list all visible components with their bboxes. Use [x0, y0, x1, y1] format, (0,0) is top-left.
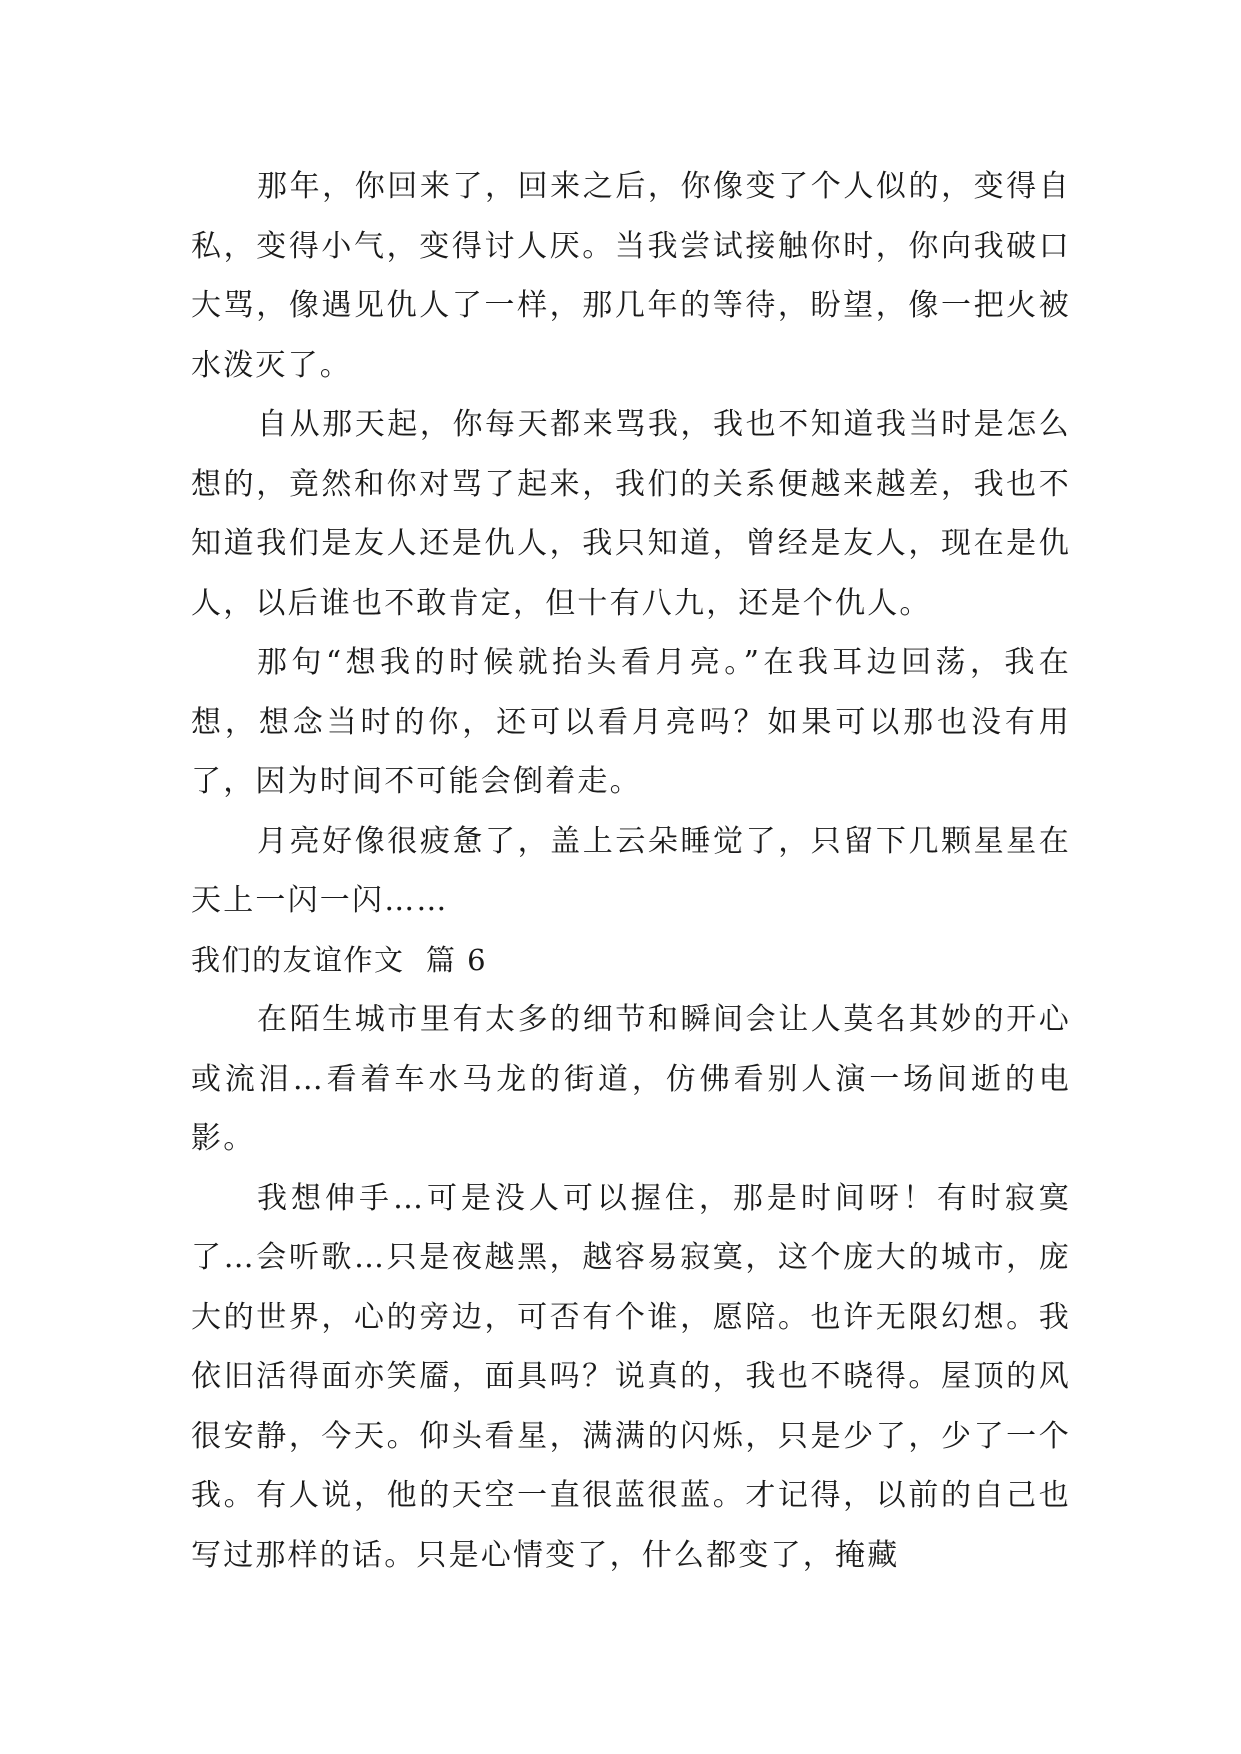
paragraph: 在陌生城市里有太多的细节和瞬间会让人莫名其妙的开心或流泪…看着车水马龙的街道，仿佛看别人演一场间逝的电影。 [191, 1002, 1071, 1156]
paragraph: 我想伸手…可是没人可以握住，那是时间呀！有时寂寞了…会听歌…只是夜越黑，越容易寂寞，这个庞大的城市，庞大的世界，心的旁边，可否有个谁，愿陪。也许无限幻想。我依旧活得面亦笑靥，面具吗？说真的，我也不晓得。屋顶的风很安静，今天。仰头看星，满满的闪烁，只是少了，少了一个我。有人说，他的天空一直很蓝很蓝。才记得，以前的自己也写过那样的话。只是心情变了，什么都变了，掩藏 [191, 1180, 1071, 1573]
paragraph: 那句“想我的时候就抬头看月亮。”在我耳边回荡，我在想，想念当时的你，还可以看月亮吗？如果可以那也没有用了，因为时间不可能会倒着走。 [191, 645, 1071, 799]
section-heading: 我们的友谊作文 篇 6 [191, 942, 488, 977]
document-body [191, 157, 1071, 1585]
paragraph: 自从那天起，你每天都来骂我，我也不知道我当时是怎么想的，竟然和你对骂了起来，我们的关系便越来越差，我也不知道我们是友人还是仇人，我只知道，曾经是友人，现在是仇人，以后谁也不敢肯定，但十有八九，还是个仇人。 [191, 407, 1071, 621]
paragraph: 那年，你回来了，回来之后，你像变了个人似的，变得自私，变得小气，变得讨人厌。当我尝试接触你时，你向我破口大骂，像遇见仇人了一样，那几年的等待，盼望，像一把火被水泼灭了。 [191, 169, 1071, 383]
paragraph: 月亮好像很疲惫了，盖上云朵睡觉了，只留下几颗星星在天上一闪一闪…… [191, 823, 1071, 918]
